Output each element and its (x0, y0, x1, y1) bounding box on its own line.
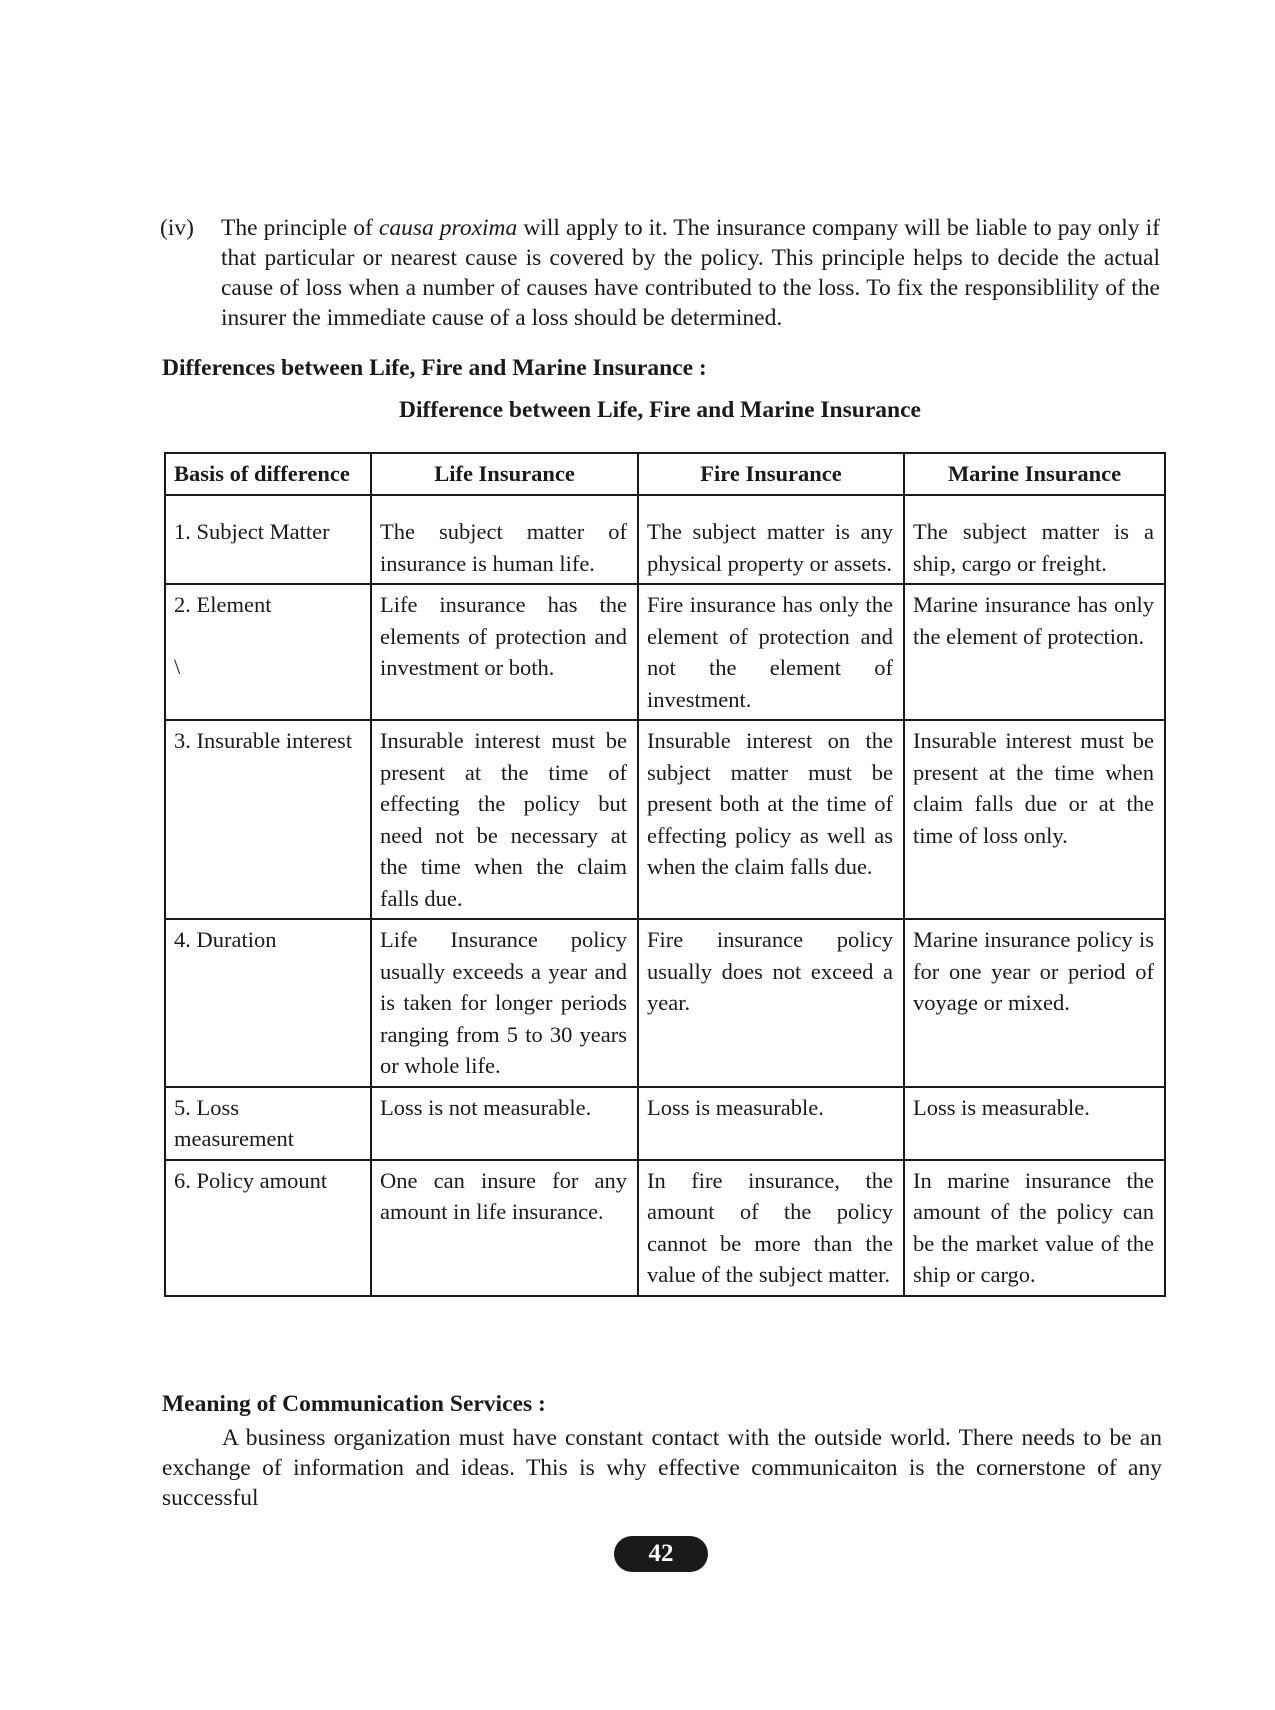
cell-marine: In marine insurance the amount of the policy can be the market value of the ship or cargo. (904, 1160, 1165, 1296)
header-basis: Basis of difference (165, 453, 371, 495)
cell-marine: Insurable interest must be present at the time when claim falls due or at the time of loss only. (904, 720, 1165, 919)
point-text (221, 213, 1160, 333)
cell-basis: 1. Subject Matter (165, 495, 371, 584)
stray-mark: \ (174, 653, 181, 679)
cell-fire: Insurable interest on the subject matter must be present both at the time of effecting policy as well as when the claim falls due. (638, 720, 904, 919)
table-row (165, 1087, 1165, 1160)
point-iv (160, 213, 1160, 333)
cell-life: The subject matter of insurance is human life. (371, 495, 638, 584)
comparison-table (164, 452, 1166, 1297)
cell-fire: In fire insurance, the amount of the policy cannot be more than the value of the subject matter. (638, 1160, 904, 1296)
point-number: (iv) (160, 215, 194, 241)
cell-fire: Fire insurance has only the element of protection and not the element of investment. (638, 584, 904, 720)
cell-life: Loss is not measurable. (371, 1087, 638, 1160)
page-number-badge: 42 (614, 1536, 708, 1572)
cell-basis: 6. Policy amount (165, 1160, 371, 1296)
cell-marine: Marine insurance policy is for one year or period of voyage or mixed. (904, 919, 1165, 1087)
cell-basis (165, 584, 371, 720)
point-text-rest: will apply to it. The insurance company will be liable to pay only if that particular or nearest cause is covered by the policy. This principle helps to decide the actual cause of loss when a number of causes have contributed to the loss. To fix the responsiblility of the insurer the immediate cause of a loss should be determined. (221, 215, 1160, 331)
cell-marine: The subject matter is a ship, cargo or freight. (904, 495, 1165, 584)
table-row (165, 720, 1165, 919)
cell-basis: 4. Duration (165, 919, 371, 1087)
point-italic-term: causa proxima (378, 215, 518, 241)
header-marine: Marine Insurance (904, 453, 1165, 495)
cell-fire: Fire insurance policy usually does not exceed a year. (638, 919, 904, 1087)
header-life: Life Insurance (371, 453, 638, 495)
table-title: Difference between Life, Fire and Marine Insurance (399, 397, 921, 423)
cell-fire: Loss is measurable. (638, 1087, 904, 1160)
cell-life: One can insure for any amount in life insurance. (371, 1160, 638, 1296)
table-row (165, 495, 1165, 584)
cell-basis-label: 2. Element (174, 592, 272, 617)
body-paragraph: A business organization must have constant contact with the outside world. There needs to be an exchange of information and ideas. This is why effective communicaiton is the cornerstone of any successful (162, 1425, 1162, 1511)
cell-basis: 3. Insurable interest (165, 720, 371, 919)
table-row (165, 1160, 1165, 1296)
cell-life: Insurable interest must be present at the time of effecting the policy but need not be necessary at the time when the claim falls due. (371, 720, 638, 919)
table-header-row (165, 453, 1165, 495)
section-heading: Differences between Life, Fire and Marine Insurance : (162, 355, 707, 381)
cell-fire: The subject matter is any physical property or assets. (638, 495, 904, 584)
cell-marine: Marine insurance has only the element of protection. (904, 584, 1165, 720)
cell-basis: 5. Loss measurement (165, 1087, 371, 1160)
point-text-start: The principle of (221, 215, 379, 241)
table-row (165, 584, 1165, 720)
header-fire: Fire Insurance (638, 453, 904, 495)
cell-life: Life insurance has the elements of protection and investment or both. (371, 584, 638, 720)
cell-life: Life Insurance policy usually exceeds a year and is taken for longer periods ranging from 5 to 30 years or whole life. (371, 919, 638, 1087)
table-row (165, 919, 1165, 1087)
section2-heading: Meaning of Communication Services : (162, 1391, 546, 1417)
cell-marine: Loss is measurable. (904, 1087, 1165, 1160)
